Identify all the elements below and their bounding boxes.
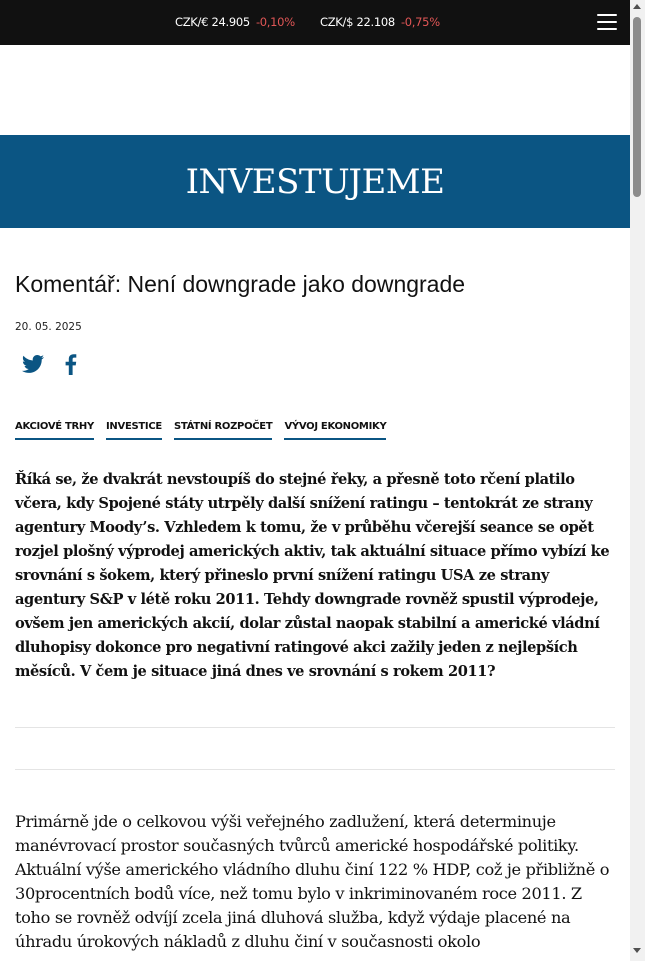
tag-statni-rozpocet[interactable]: STÁTNÍ ROZPOČET — [174, 421, 272, 440]
divider — [15, 727, 615, 728]
site-logo[interactable]: INVESTUJEME — [185, 162, 445, 202]
ticker-usd[interactable] — [320, 15, 440, 29]
ticker-eur-value: CZK/€ 24.905 — [175, 15, 250, 29]
menu-line — [597, 28, 617, 30]
tag-vyvoj-ekonomiky[interactable]: VÝVOJ EKONOMIKY — [284, 421, 386, 440]
scrollbar[interactable] — [630, 0, 645, 961]
article-title: Komentář: Není downgrade jako downgrade — [15, 271, 466, 297]
hamburger-menu-icon[interactable] — [597, 14, 617, 31]
article-date: 20. 05. 2025 — [15, 321, 82, 333]
scrollbar-thumb[interactable] — [633, 17, 641, 197]
ad-space — [0, 45, 630, 135]
ticker-usd-value: CZK/$ 22.108 — [320, 15, 395, 29]
tag-investice[interactable]: INVESTICE — [106, 421, 162, 440]
scroll-down-arrow-icon[interactable] — [633, 948, 641, 953]
menu-line — [597, 14, 617, 16]
facebook-icon[interactable] — [59, 352, 83, 376]
menu-line — [597, 21, 617, 23]
ticker-eur[interactable] — [175, 15, 295, 29]
ticker-eur-change: -0,10% — [255, 15, 295, 29]
ticker-bar — [0, 0, 630, 45]
article-lead: Říká se, že dvakrát nevstoupíš do stejné řeky, a přesně toto rčení platilo včera, kdy Spojené státy utrpěly další snížení ratingu – tentokrát ze strany agentury Moody’s. Vzhledem k tomu, že v průběhu včerejší seance se opět rozjel plošný výprodej amerických aktiv, tak aktuální situace přímo vybízí ke srovnání s šokem, který přineslo první snížení ratingu USA ze strany agentury S&P v létě roku 2011. Tehdy downgrade rovněž spustil výprodeje, ovšem jen amerických akcií, dolar zůstal naopak stabilní a americké vládní dluhopisy dokonce pro negativní ratingové akci zažily jeden z nejlepších měsíců. V čem je situace jiná dnes ve srovnání s rokem 2011? — [15, 471, 610, 680]
ticker-usd-change: -0,75% — [400, 15, 440, 29]
article-body: Primárně jde o celkovou výši veřejného zadlužení, která determinuje manévrovací prostor současných tvůrců americké hospodářské politiky. Aktuální výše amerického vládního dluhu činí 122 % HDP, což je přibližně o 30procentních bodů více, než tomu bylo v inkriminovaném roce 2011. Z toho se rovněž odvíjí zcela jiná dluhová služba, když výdaje placené na úhradu úrokových nákladů z dluhu činí v současnosti okolo — [15, 812, 610, 951]
twitter-icon[interactable] — [21, 352, 45, 376]
scroll-up-arrow-icon[interactable] — [633, 4, 641, 9]
tag-list — [15, 414, 393, 440]
tag-akciove-trhy[interactable]: AKCIOVÉ TRHY — [15, 421, 94, 440]
divider — [15, 769, 615, 770]
